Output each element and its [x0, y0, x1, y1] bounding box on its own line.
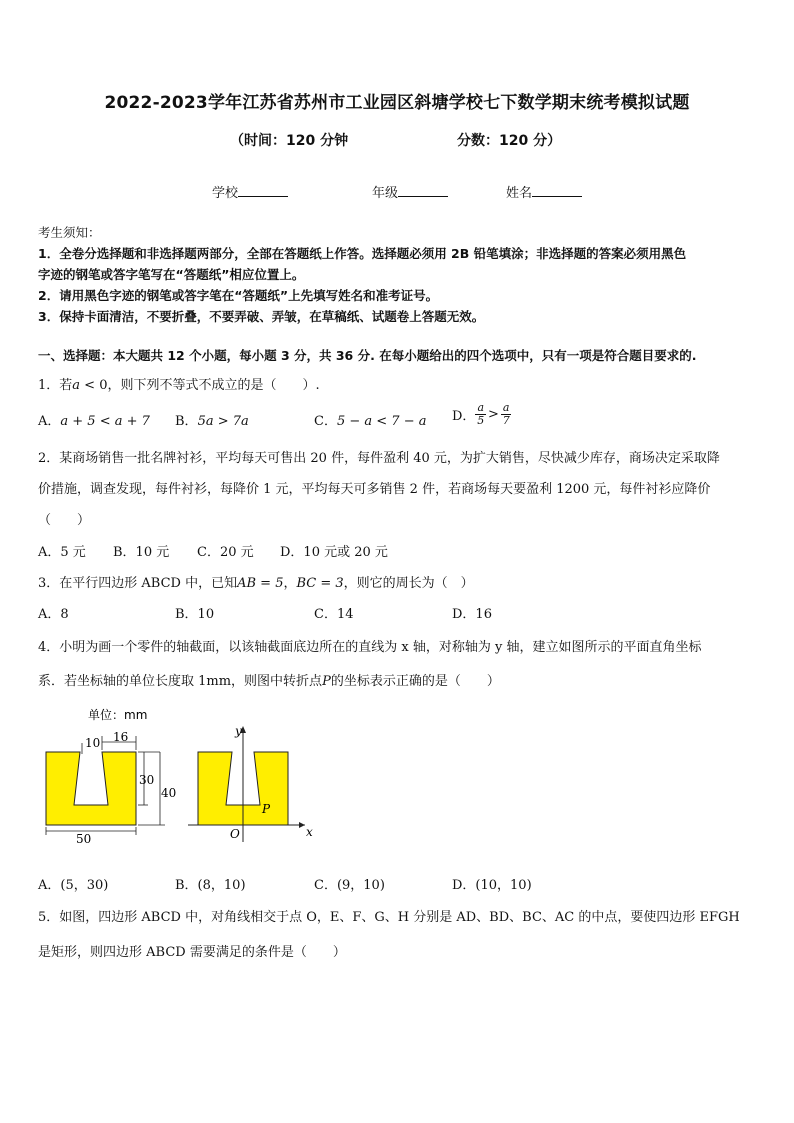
dim-30: 30 [139, 773, 155, 787]
option-letter: D． [452, 409, 476, 424]
q4-option-a[interactable]: A．(5，30) [38, 878, 109, 893]
name-field [506, 182, 582, 201]
q1-option-b[interactable] [175, 410, 249, 429]
q3-option-d[interactable]: D．16 [452, 607, 492, 622]
option-expr: 5 − a < 7 − a [336, 414, 427, 429]
option-letter: C． [314, 414, 337, 429]
q1-cond: < 0，则下列不等式不成立的是（ ）. [80, 378, 320, 393]
q1-stem [38, 374, 320, 393]
option-expr: a + 5 < a + 7 [60, 414, 150, 429]
q3-sep: ， [283, 576, 297, 591]
q2-option-a[interactable]: A．5 元 [38, 545, 86, 560]
x-axis-label: x [306, 825, 313, 839]
q2-option-b[interactable]: B．10 元 [113, 545, 170, 560]
q4-figure [30, 700, 330, 855]
notes-heading: 考生须知： [38, 225, 101, 240]
q5-line: 5．如图，四边形 ABCD 中，对角线相交于点 O，E、F、G、H 分别是 AD、BD、BC、AC 的中点，要使四边形 EFGH [38, 910, 740, 925]
option-letter: A． [38, 414, 61, 429]
notes-line: 2．请用黑色字迹的钢笔或答字笔在“答题纸”上先填写姓名和准考证号。 [38, 288, 439, 303]
q4-option-b[interactable]: B．(8，10) [175, 878, 246, 893]
q4-post: 的坐标表示正确的是（ ） [330, 674, 500, 689]
q4-line: 4．小明为画一个零件的轴截面，以该轴截面底边所在的直线为 x 轴，对称轴为 y 轴，建立如图所示的平面直角坐标 [38, 640, 702, 655]
exam-notes [38, 222, 758, 327]
name-blank[interactable] [532, 184, 582, 197]
dim-40: 40 [161, 786, 177, 800]
y-axis-label: y [235, 724, 242, 738]
q2-line: 2．某商场销售一批名牌衬衫，平均每天可售出 20 件，每件盈利 40 元，为扩大销售，尽快减少库存，商场决定采取降 [38, 451, 720, 466]
gt-sign: > [488, 407, 499, 422]
fraction [501, 402, 512, 427]
dim-16: 16 [113, 730, 129, 744]
q1-option-d[interactable] [452, 402, 511, 427]
exam-time: （时间：120 分钟 [230, 133, 349, 149]
q4-option-d[interactable]: D．(10，10) [452, 878, 532, 893]
frac-den: 5 [477, 414, 485, 427]
grade-field [372, 182, 448, 201]
q3-option-b[interactable]: B．10 [175, 607, 215, 622]
left-part-shape [46, 752, 136, 825]
frac-num: a [502, 401, 510, 414]
q3-stem [38, 572, 474, 591]
option-expr: 5a > 7a [197, 414, 249, 429]
q1-option-a[interactable] [38, 410, 150, 429]
x-axis-arrow [299, 822, 305, 828]
q3-option-c[interactable]: C．14 [314, 607, 354, 622]
q3-bc: BC = 3 [296, 576, 344, 591]
school-blank[interactable] [238, 184, 288, 197]
dim-50: 50 [76, 832, 92, 846]
school-field [212, 182, 288, 201]
frac-num: a [477, 401, 484, 414]
fraction [475, 402, 486, 427]
q1-option-c[interactable] [314, 410, 426, 429]
q2-option-d[interactable]: D．10 元或 20 元 [280, 545, 388, 560]
q1-var: a [72, 378, 81, 393]
section-heading: 一、选择题：本大题共 12 个小题，每小题 3 分，共 36 分. 在每小题给出的四个选项中，只有一项是符合题目要求的. [38, 348, 697, 363]
school-label: 学校 [212, 186, 239, 201]
name-label: 姓名 [506, 186, 533, 201]
origin-label: O [230, 827, 240, 841]
notes-line: 3．保持卡面清洁，不要折叠，不要弄破、弄皱，在草稿纸、试题卷上答题无效。 [38, 309, 485, 324]
q4-option-c[interactable]: C．(9，10) [314, 878, 385, 893]
q3-ab: AB = 5 [237, 576, 284, 591]
q2-option-c[interactable]: C．20 元 [197, 545, 254, 560]
q5-line: 是矩形，则四边形 ABCD 需要满足的条件是（ ） [38, 945, 346, 960]
q4-line [38, 670, 500, 689]
notes-line: 1．全卷分选择题和非选择题两部分，全部在答题纸上作答。选择题必须用 2B 铅笔填涂；非选择题的答案必须用黑色 [38, 246, 687, 261]
q3-pre: 3．在平行四边形 ABCD 中，已知 [38, 576, 238, 591]
q2-line: （ ） [38, 513, 91, 528]
exam-title: 2022-2023学年江苏省苏州市工业园区斜塘学校七下数学期末统考模拟试题 [104, 93, 690, 113]
unit-label: 单位：mm [88, 708, 148, 722]
q4-pre: 系．若坐标轴的单位长度取 1mm，则图中转折点 [38, 674, 323, 689]
q1-pre: 1．若 [38, 378, 73, 393]
exam-score: 分数：120 分） [457, 133, 562, 149]
option-letter: B． [175, 414, 198, 429]
dim-10: 10 [85, 736, 101, 750]
frac-den: 7 [502, 414, 510, 427]
q3-post: ，则它的周长为（ ） [343, 576, 474, 591]
grade-blank[interactable] [398, 184, 448, 197]
notes-line: 字迹的钢笔或答字笔写在“答题纸”相应位置上。 [38, 267, 305, 282]
point-p-label: P [262, 802, 271, 816]
q4-var: P [322, 674, 331, 689]
q2-line: 价措施，调查发现，每件衬衫，每降价 1 元，平均每天可多销售 2 件，若商场每天要盈利 1200 元，每件衬衫应降价 [38, 482, 711, 497]
grade-label: 年级 [372, 186, 399, 201]
q3-option-a[interactable]: A．8 [38, 607, 69, 622]
